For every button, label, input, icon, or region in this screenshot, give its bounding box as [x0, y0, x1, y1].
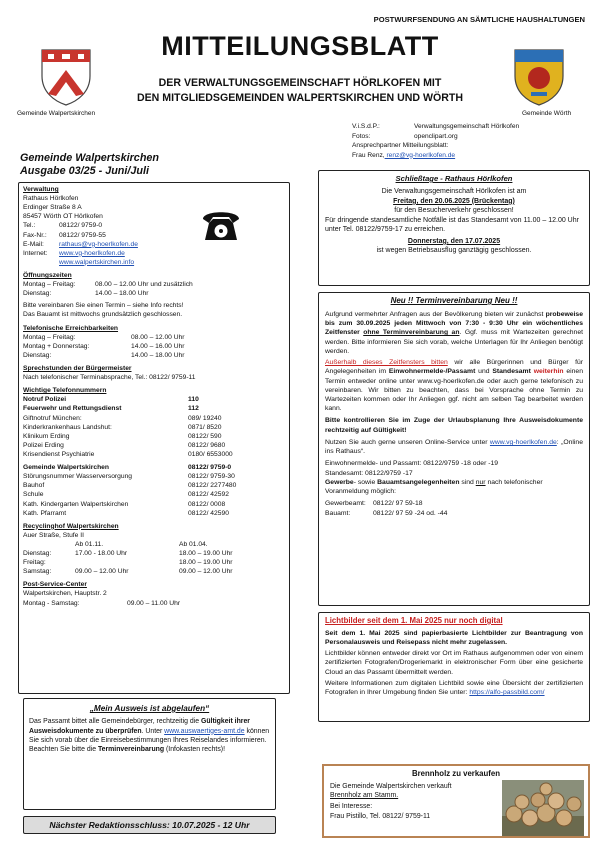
oeffnungszeiten-section: [23, 271, 285, 320]
recycling-day: Freitag:: [23, 559, 46, 567]
licht-text-part: Weitere Informationen zum digitalen Lichtbild sowie eine Übersicht der zertifizierten Fotografen in Ihrer Umgebung finden Sie unter:: [325, 679, 583, 696]
termin-text-underline: nur: [475, 478, 486, 486]
recycling-day: Samstag:: [23, 568, 52, 576]
ausweis-text-bold: Terminvereinbarung: [97, 746, 165, 754]
sprech-text: Nach telefonischer Terminabsprache, Tel.: 08122/ 9759-11: [23, 374, 196, 382]
verwaltung-section: [23, 185, 285, 267]
termin-contact: Standesamt: 08122/9759 -17: [325, 469, 413, 477]
phone-entry-label: Bauhof: [23, 482, 45, 490]
internet-label: Internet:: [23, 249, 48, 257]
erreich-label: Montag – Freitag:: [23, 333, 76, 341]
verwaltung-heading: Verwaltung: [23, 186, 59, 193]
erreich-value: 14.00 – 16.00 Uhr: [131, 342, 185, 350]
tel-label: Tel.:: [23, 222, 36, 230]
phone-entry-value: 08122/ 42590: [188, 509, 229, 517]
termin-text-part: sind: [459, 478, 476, 486]
termin-title: Neu !! Terminvereinbarung Neu !!: [390, 296, 518, 305]
termin-warning: Bitte kontrollieren Sie im Zuge der Urlaubsplanung Ihre Ausweisdokumente rechtzeitig auf Gültigkeit!: [325, 417, 583, 434]
post-heading: Post-Service-Center: [23, 581, 87, 589]
oeffnung-value: 14.00 – 18.00 Uhr: [95, 290, 149, 298]
ausgabe-title: Ausgabe 03/25 - Juni/Juli: [20, 164, 150, 177]
phone-entry-label: Kath. Pfarramt: [23, 509, 67, 517]
woerth-crest-icon: [513, 48, 565, 106]
redaktionsschluss-box: Nächster Redaktionsschluss: 10.07.2025 - 12 Uhr: [23, 816, 276, 834]
brennholz-title: Brennholz zu verkaufen: [412, 769, 500, 778]
sprech-heading: Sprechstunden der Bürgermeister: [23, 364, 132, 372]
recycling-time: 17.00 - 18.00 Uhr: [75, 550, 128, 558]
lichtbilder-box: [318, 612, 590, 722]
phone-entry-label: Notruf Polizei: [23, 396, 67, 404]
termin-text-bold: Bauamtsangelegenheiten: [377, 478, 460, 486]
phone-entry-value: 08122/ 9759-30: [188, 473, 235, 481]
ausweis-text: [29, 717, 270, 755]
masthead-label: Fotos:: [352, 132, 371, 140]
email-label: E-Mail:: [23, 240, 44, 248]
phone-entry-value: 08122/ 0008: [188, 500, 226, 508]
masthead-email-link[interactable]: renz@vg-hoerlkofen.de: [384, 151, 456, 159]
masthead-contact-name: Frau Renz,: [352, 151, 385, 159]
termin-text-red: Außerhalb dieses Zeitfensters bitten: [325, 359, 448, 367]
left-column: [20, 152, 290, 178]
licht-paragraph: [325, 679, 583, 697]
licht-paragraph: Seit dem 1. Mai 2025 sind papierbasierte Lichtbilder zur Beantragung von Personalausweis und Reisepass nicht mehr zugelassen.: [325, 629, 583, 646]
termin-text-part: . Ggf. muss mit Wartezeiten gerechnet werden. Bitte informieren Sie sich vorab, welche Unterlagen für Ihr Anliegen benötigt werden.: [325, 329, 583, 355]
phone-entry-value: 0180/ 6553000: [188, 450, 233, 458]
wichtig-heading: Wichtige Telefonnummern: [23, 387, 107, 395]
phone-entry-label: Feuerwehr und Rettungsdienst: [23, 405, 122, 413]
verwaltung-line: Rathaus Hörlkofen: [23, 195, 79, 203]
phone-entry-value: 08122/ 590: [188, 432, 222, 440]
ausweis-box: [23, 698, 276, 810]
phone-entry-value: 112: [188, 405, 199, 413]
phone-entry-label: Klinikum Erding: [23, 432, 70, 440]
schliess-title: Schließtage - Rathaus Hörlkofen: [395, 174, 513, 183]
masthead-info: [352, 122, 592, 160]
termin-text-bold: Standesamt: [492, 368, 531, 376]
page-title: MITTEILUNGSBLATT: [161, 31, 439, 61]
tel-value: 08122/ 9759-0: [59, 222, 103, 230]
schliess-text: Für dringende standesamtliche Notfälle ist das Standesamt von 11.00 – 12.00 Uhr unter Tel. 08122/9759-17 zu erreichen.: [325, 216, 579, 234]
termin-text-bold: Einwohnermelde-/Passamt: [388, 368, 476, 376]
erreich-label: Montag + Donnerstag:: [23, 342, 90, 350]
subtitle-line-1: DER VERWALTUNGSGEMEINSCHAFT HÖRLKOFEN MIT: [158, 77, 442, 89]
post-service-section: [23, 580, 285, 607]
brennholz-text: Brennholz am Stamm.: [330, 791, 399, 799]
oeffnung-value: 08.00 – 12.00 Uhr und zusätzlich: [95, 281, 193, 289]
termin-text-part: und: [475, 368, 493, 376]
phone-entry-value: 08122/ 42592: [188, 491, 229, 499]
termin-office-value: 08122/ 97 59 -24 od. -44: [373, 509, 448, 517]
oeffnung-note: Das Bauamt ist mittwochs grundsätzlich geschlossen.: [23, 311, 183, 319]
termin-text-part: einen Termin entweder online unter www.vg-hoerlkofen.de oder auch gerne telefonisch zu vereinbaren. Wir bitten zu beachten, dass bei Vorsprache ohne Termin zu Wartezeiten kommen oder Ihr Anliegen ggf. nicht am selben Tag bearbeitet werden kann.: [325, 368, 583, 413]
schliess-date: Donnerstag, den 17.07.2025: [407, 237, 501, 245]
termin-office-label: Gewerbeamt:: [325, 500, 366, 508]
vg-hoerlkofen-link[interactable]: www.vg-hoerlkofen.de: [489, 438, 557, 446]
ausweis-text-part: Das Passamt bittet alle Gemeindebürger, rechtzeitig die: [29, 718, 201, 726]
termin-office-label: Bauamt:: [325, 509, 351, 517]
termin-contact: Einwohnermelde- und Passamt: 08122/9759 -18 oder -19: [325, 460, 499, 468]
phone-entry-value: 110: [188, 396, 199, 404]
phone-entry-label: Krisendienst Psychiatrie: [23, 450, 95, 458]
termin-text-bold: ohne Terminvereinbarung an: [363, 329, 460, 337]
info-box-left: [18, 182, 290, 694]
fax-value: 08122/ 9759-55: [59, 231, 106, 239]
fax-label: Fax-Nr.:: [23, 231, 47, 239]
ausweis-text-bold: Gültigkeit ihrer Ausweisdokumente zu überprüfen: [29, 718, 250, 735]
website-link-2[interactable]: www.walpertskirchen.info: [59, 258, 135, 266]
brennholz-box: [322, 764, 590, 838]
walpertskirchen-crest-icon: [40, 48, 92, 106]
termin-office-value: 08122/ 97 59-18: [373, 500, 423, 508]
phone-entry-value: 08122/ 2277480: [188, 482, 237, 490]
alfo-passbild-link[interactable]: https://alfo-passbild.com/: [469, 689, 545, 696]
phone-entry-label: Polizei Erding: [23, 441, 64, 449]
licht-paragraph: Lichtbilder können entweder direkt vor Ort im Rathaus aufgenommen oder von einem zertifizierten Fotografen/Drogeriemarkt in elektronischer Form über eine gesicherte Cloud an das Passamt übermittelt werden.: [325, 650, 583, 676]
phone-entry-label: Schule: [23, 491, 44, 499]
post-time: 09.00 – 11.00 Uhr: [127, 599, 181, 607]
recyclinghof-section: [23, 522, 285, 577]
brennholz-text: Bei Interesse:: [330, 803, 373, 811]
phone-entry-label: Giftnotruf München:: [23, 414, 82, 422]
termin-paragraph: [325, 478, 583, 496]
recycling-heading: Recyclinghof Walpertskirchen: [23, 522, 119, 530]
termin-text-bold: probeweise bis zum 30.09.2025 jeden Mittwoch von 7:30 - 9:30 Uhr ein wöchentliches Zeitfenster: [325, 310, 583, 337]
right-crest-label: Gemeinde Wörth: [522, 110, 572, 117]
telephone-icon: [199, 207, 243, 243]
telefonische-erreichbarkeit-section: [23, 324, 285, 360]
ausweis-title: „Mein Ausweis ist abgelaufen“: [89, 704, 210, 713]
termin-text-part: wir alle Bürgerinnen und Bürger für Angelegenheiten im: [325, 359, 584, 376]
phone-entry-value: 089/ 19240: [188, 414, 222, 422]
ausweis-text-part: können Sie sich vorab über die Einreisebestimmungen Ihres Reiselandes informieren. Beachten Sie bitte die: [29, 727, 270, 754]
erreich-value: 08.00 – 12.00 Uhr: [131, 333, 185, 341]
erreich-value: 14.00 – 18.00 Uhr: [131, 351, 185, 359]
erreich-label: Dienstag:: [23, 351, 52, 359]
schliess-text: Die Verwaltungsgemeinschaft Hörlkofen ist am: [381, 188, 527, 196]
ausweis-text-part: . Unter: [141, 727, 165, 735]
brennholz-contact: Frau Pistillo, Tel. 08122/ 9759-11: [330, 812, 431, 820]
termin-text-part: Aufgrund vermehrter Anfragen aus der Bevölkerung bieten wir zunächst: [325, 310, 546, 318]
schliess-date: Freitag, den 20.06.2025 (Brückentag): [393, 197, 515, 205]
brennholz-text: Die Gemeinde Walpertskirchen verkauft: [330, 782, 452, 790]
oeffnung-note: Bitte vereinbaren Sie einen Termin – siehe Info rechts!: [23, 302, 184, 310]
phone-entry-label: Kinderkrankenhaus Landshut:: [23, 423, 112, 431]
gemeinde-title: Gemeinde Walpertskirchen: [20, 152, 160, 164]
termin-paragraph: [325, 358, 583, 413]
recycling-time: 09.00 – 12.00 Uhr: [75, 568, 129, 576]
termin-paragraph: [325, 438, 583, 456]
recycling-col-head: Ab 01.11.: [75, 540, 104, 548]
termin-text-part: nach telefonischer Voranmeldung möglich:: [325, 478, 543, 496]
masthead-value: Verwaltungsgemeinschaft Hörlkofen: [414, 123, 520, 130]
oeffnung-heading: Öffnungszeiten: [23, 271, 72, 279]
schliess-text: ist wegen Betriebsausflug ganztägig geschlossen.: [376, 247, 532, 255]
termin-paragraph: [325, 310, 583, 356]
recycling-address: Auer Straße, Stufe II: [23, 531, 84, 539]
postal-notice: POSTWURFSENDUNG AN SÄMTLICHE HAUSHALTUNGEN: [373, 15, 585, 24]
licht-title: Lichtbilder seit dem 1. Mai 2025 nur noch digital: [325, 616, 503, 625]
recycling-col-head: Ab 01.04.: [179, 540, 208, 548]
verwaltung-line: Erdinger Straße 8 A: [23, 204, 82, 212]
termin-text-part: Nutzen Sie auch gerne unseren Online-Service unter: [325, 438, 490, 446]
post-address: Walpertskirchen, Hauptstr. 2: [23, 590, 107, 598]
termin-text-part: - sowie: [353, 478, 378, 486]
oeffnung-label: Montag – Freitag:: [23, 281, 76, 289]
schliess-text: für den Besucherverkehr geschlossen!: [394, 207, 514, 215]
phone-entry-value: 08122/ 9759-0: [188, 464, 232, 472]
left-crest-label: Gemeinde Walpertskirchen: [17, 110, 96, 117]
post-day: Montag - Samstag:: [23, 599, 80, 607]
masthead-value: openclipart.org: [414, 132, 458, 140]
auswaertiges-amt-link[interactable]: www.auswaertiges-amt.de: [164, 727, 245, 735]
firewood-logs-image: [502, 780, 584, 836]
email-link[interactable]: rathaus@vg-hoerlkofen.de: [59, 240, 138, 248]
phone-entry-label: Kath. Kindergarten Walpertskirchen: [23, 500, 129, 508]
verwaltung-line: 85457 Wörth OT Hörlkofen: [23, 213, 103, 221]
phone-entry-label: Gemeinde Walpertskirchen: [23, 464, 109, 472]
sprechstunden-section: [23, 364, 285, 382]
recycling-time: [75, 558, 179, 567]
recycling-time: 18.00 – 19.00 Uhr: [179, 559, 233, 567]
masthead-contact-label: Ansprechpartner Mitteilungsblatt:: [352, 142, 449, 150]
terminvereinbarung-box: [318, 292, 590, 606]
recycling-time: 18.00 – 19.00 Uhr: [179, 550, 233, 558]
phone-entry-value: 0871/ 8520: [188, 423, 222, 431]
website-link[interactable]: www.vg-hoerlkofen.de: [59, 249, 125, 257]
phone-entry-value: 08122/ 9680: [188, 441, 226, 449]
recycling-time: 09.00 – 12.00 Uhr: [179, 568, 233, 576]
termin-text-bold: Gewerbe: [325, 478, 354, 486]
phone-entry-label: Störungsnummer Wasserversorgung: [23, 473, 133, 481]
oeffnung-label: Dienstag:: [23, 290, 52, 298]
termin-text-red: weiterhin: [533, 368, 564, 376]
masthead-label: V.i.S.d.P.:: [352, 123, 380, 130]
recycling-day: Dienstag:: [23, 550, 52, 558]
wichtige-nummern-section: [23, 386, 285, 518]
termin-text-part: : „Online ins Rathaus“.: [325, 438, 583, 456]
schliesstage-box: [318, 170, 590, 286]
subtitle-line-2: DEN MITGLIEDSGEMEINDEN WALPERTSKIRCHEN UND WÖRTH: [136, 92, 464, 104]
ausweis-text-part: (Infokasten rechts)!: [164, 746, 225, 754]
erreich-heading: Telefonische Erreichbarkeiten: [23, 324, 119, 332]
